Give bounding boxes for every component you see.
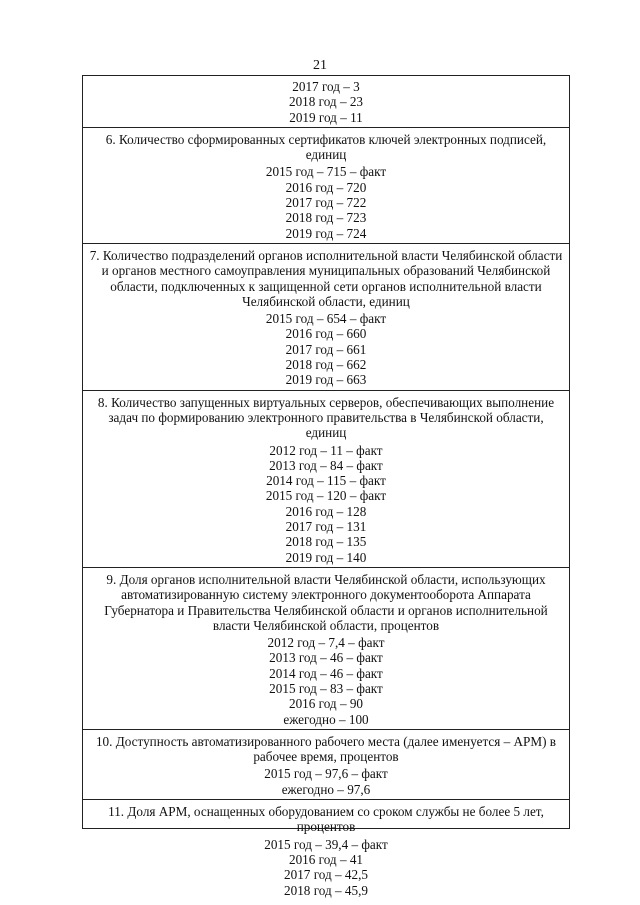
value-line: 2017 год – 722 <box>285 195 367 211</box>
value-line: 2017 год – 42,5 <box>284 867 368 883</box>
page-number: 21 <box>313 58 327 73</box>
value-line: 2019 год – 11 <box>289 109 363 125</box>
value-line: 2015 год – 83 – факт <box>269 680 383 696</box>
section-continued <box>83 76 569 127</box>
value-line: ежегодно – 97,6 <box>281 781 371 797</box>
section-title: 9. Доля органов исполнительной власти Челябинской области, использующих автоматизированную систему электронного документооборота Аппарата Губернатора и Правительства Челябинской области и органов исполнительной власти Челябинской области, процентов <box>104 571 548 633</box>
section-title: 6. Количество сформированных сертификатов ключей электронных подписей, единиц <box>105 131 547 163</box>
value-line: 2015 год – 120 – факт <box>265 488 387 504</box>
value-line: 2013 год – 46 – факт <box>269 650 383 666</box>
section-title: 10. Доступность автоматизированного рабочего места (далее именуется – АРМ) в рабочее время, процентов <box>95 733 557 765</box>
section-10 <box>83 729 569 799</box>
value-line: 2015 год – 39,4 – факт <box>264 836 388 852</box>
value-line: 2015 год – 715 – факт <box>265 164 387 180</box>
value-line: 2017 год – 3 <box>292 79 360 94</box>
value-line: 2018 год – 723 <box>285 210 367 226</box>
value-line: 2012 год – 11 – факт <box>269 442 383 458</box>
section-title: 8. Количество запущенных виртуальных серверов, обеспечивающих выполнение задач по формированию электронного правительства в Челябинской области, единиц <box>97 394 555 441</box>
value-line: 2012 год – 7,4 – факт <box>267 635 385 651</box>
value-line: 2015 год – 654 – факт <box>265 311 387 327</box>
value-line: 2013 год – 84 – факт <box>269 457 383 473</box>
value-line: 2018 год – 662 <box>285 357 367 373</box>
section-7 <box>83 243 569 390</box>
value-line: 2019 год – 663 <box>285 372 367 388</box>
value-line: ежегодно – 100 <box>283 711 369 727</box>
value-line: 2015 год – 97,6 – факт <box>264 766 388 782</box>
value-line: 2018 год – 135 <box>285 534 367 550</box>
section-8 <box>83 390 569 567</box>
value-line: 2016 год – 660 <box>285 326 367 342</box>
value-line: 2016 год – 41 <box>288 851 364 867</box>
value-line: 2017 год – 131 <box>285 519 367 535</box>
value-line: 2016 год – 128 <box>285 503 367 519</box>
value-line: 2017 год – 661 <box>285 341 367 357</box>
value-line: 2018 год – 23 <box>288 94 364 110</box>
indicator-table <box>82 75 570 898</box>
section-11 <box>83 799 569 900</box>
value-line: 2018 год – 45,9 <box>284 882 368 898</box>
value-line: 2016 год – 90 <box>288 696 364 712</box>
section-title: 11. Доля АРМ, оснащенных оборудованием со сроком службы не более 5 лет, процентов <box>108 804 544 835</box>
section-9 <box>83 567 569 729</box>
section-title: 7. Количество подразделений органов исполнительной власти Челябинской области и органов местного самоуправления муниципальных образований Челябинской области, подключенных к защищенной сети органов исполнительной власти Челябинской области, единиц <box>89 247 563 309</box>
value-line: 2014 год – 115 – факт <box>266 473 386 489</box>
value-line: 2019 год – 140 <box>285 549 367 565</box>
value-line: 2019 год – 724 <box>285 225 367 241</box>
value-line: 2016 год – 720 <box>285 179 367 195</box>
section-6 <box>83 127 569 243</box>
value-line: 2014 год – 46 – факт <box>269 665 383 681</box>
